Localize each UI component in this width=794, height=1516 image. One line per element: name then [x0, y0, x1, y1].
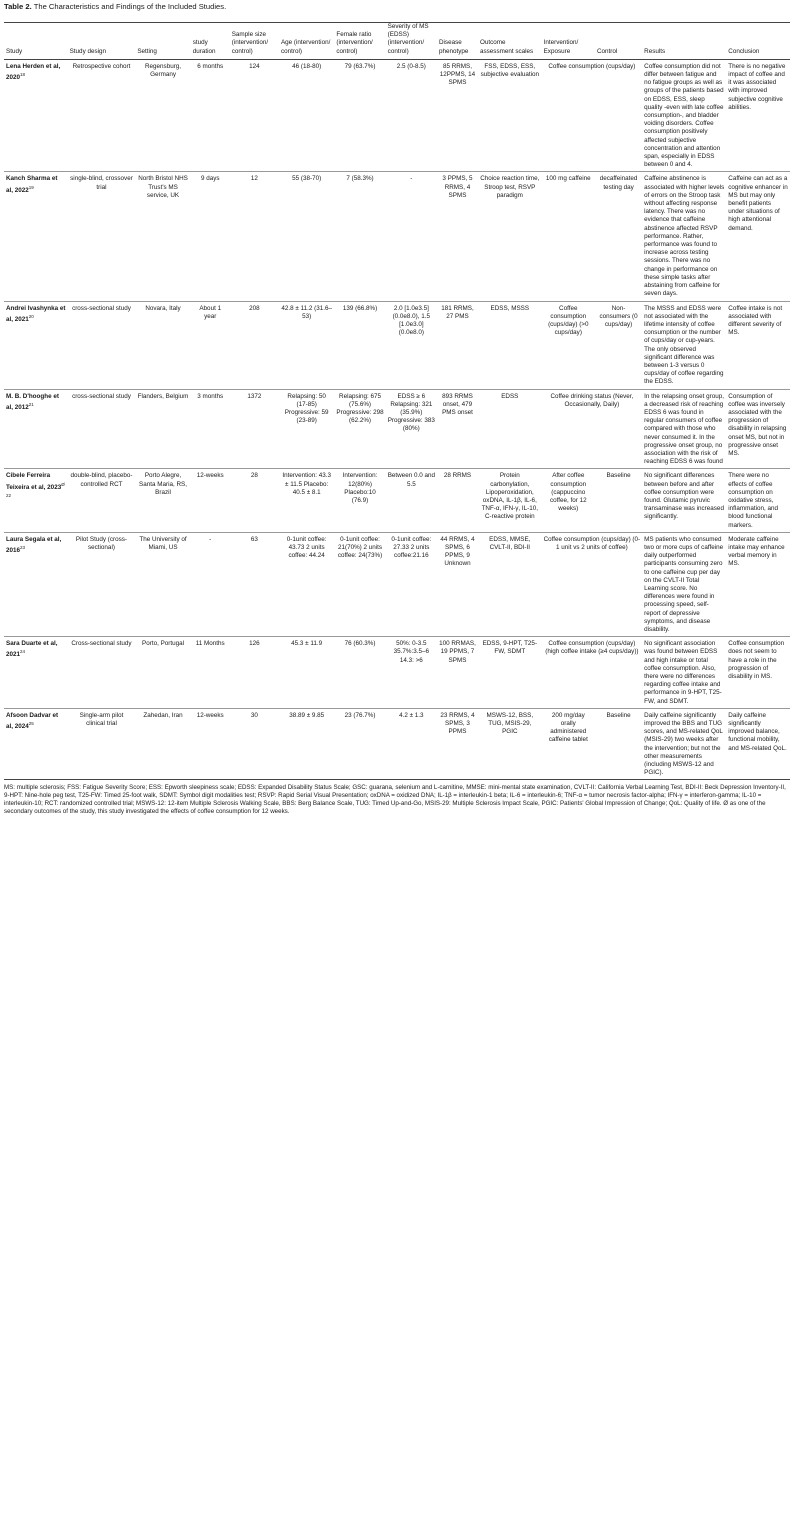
outcome-scales-cell: EDSS, 9-HPT, T25-FW, SDMT [478, 637, 542, 709]
column-header: Disease phenotype [437, 23, 478, 60]
duration-cell: 6 months [191, 59, 230, 172]
column-header: Age (intervention/ control) [279, 23, 334, 60]
reference-number: 20 [28, 313, 34, 319]
design-cell: single-blind, crossover trial [68, 172, 136, 301]
study-name: Cibele Ferreira Teixeira et al, 2023 [6, 472, 62, 491]
phenotype-cell: 85 RRMS, 12PPMS, 14 SPMS [437, 59, 478, 172]
female-ratio-cell: 76 (60.3%) [334, 637, 385, 709]
phenotype-cell: 100 RRMAS, 19 PPMS, 7 SPMS [437, 637, 478, 709]
control-cell: Baseline [595, 708, 642, 780]
outcome-scales-cell: MSWS-12, BSS, TUG, MSIS-29, PGIC [478, 708, 542, 780]
table-row [4, 172, 790, 301]
phenotype-cell: 23 RRMS, 4 SPMS, 3 PPMS [437, 708, 478, 780]
column-header: Female ratio (intervention/ control) [334, 23, 385, 60]
sample-size-cell: 1372 [230, 389, 279, 469]
intervention-cell: 200 mg/day orally administered caffeine tablet [542, 708, 595, 780]
table-row [4, 469, 790, 532]
results-cell: MS patients who consumed two or more cups of caffeine daily outperformed participants consuming zero to one caffeine cup per day on the CVLT-II Total Learning score. No differences were found in processing speed, self-report of depressive symptoms, and disease disability. [642, 532, 726, 636]
conclusion-cell: Caffeine can act as a cognitive enhancer in MS but may only benefit patients under situations of high attentional demand. [726, 172, 790, 301]
female-ratio-cell: Relapsing: 675 (75.6%) Progressive: 298 (62.2%) [334, 389, 385, 469]
column-header: Setting [135, 23, 190, 60]
female-ratio-cell: Intervention: 12(80%) Placebo:10 (76.9) [334, 469, 385, 532]
design-cell: Cross-sectional study [68, 637, 136, 709]
study-cell [4, 172, 68, 301]
table-body [4, 59, 790, 780]
column-header: study duration [191, 23, 230, 60]
age-cell: 42.8 ± 11.2 (31.6–53) [279, 301, 334, 389]
table-row [4, 59, 790, 172]
table-footnote: MS: multiple sclerosis; FSS: Fatigue Severity Score; ESS: Epworth sleepiness scale; EDSS: Expanded Disability Status Scale; GSC: guarana, selenium and L-carnitine, MMSE: mini-mental state examination, CVLT-II: California Verbal Learning Test, BDI-II: Beck Depression Inventory-II, 9-HPT: Nine-hole peg test, T25-FW: Timed 25-foot walk, SDMT: Symbol digit modalities test; RSVP: Rapid Serial Visual Presentation; oxDNA = oxidized DNA; IL-1β = interleukin-1 beta; IL-6 = interleukin-6; TNF-α = tumor necrosis factor-alpha; IFN-γ = interferon-gamma; IL-10 = interleukin-10; RCT: randomized controlled trial; MSWS-12: 12-item Multiple Sclerosis Walking Scale, BBS: Berg Balance Scale, TUG: Timed Up-and-Go, MSIS-29: Multiple Sclerosis Impact Scale, PGIC: Patients' Global Impression of Change; QoL: Quality of life. Ø as one of the secondary outcomes of the study, this study investigated the effects of coffee consumption for 12 weeks. [4, 784, 786, 816]
reference-number: 23 [20, 544, 26, 550]
reference-number: Ø 22 [6, 481, 65, 498]
age-cell: 55 (38-70) [279, 172, 334, 301]
table-label: Table 2. [4, 2, 32, 11]
sample-size-cell: 12 [230, 172, 279, 301]
setting-cell: Porto Alegre, Santa Maria, RS, Brazil [135, 469, 190, 532]
age-cell: 0-1unit coffee: 43.73 2 units coffee: 44.24 [279, 532, 334, 636]
setting-cell: The University of Miami, US [135, 532, 190, 636]
phenotype-cell: 44 RRMS, 4 SPMS, 6 PPMS, 9 Unknown [437, 532, 478, 636]
phenotype-cell: 3 PPMS, 5 RRMS, 4 SPMS [437, 172, 478, 301]
reference-number: 21 [28, 401, 34, 407]
table-row [4, 708, 790, 780]
age-cell: Relapsing: 50 (17-85) Progressive: 59 (23-89) [279, 389, 334, 469]
female-ratio-cell: 139 (66.8%) [334, 301, 385, 389]
column-header: Conclusion [726, 23, 790, 60]
outcome-scales-cell: EDSS, MSSS [478, 301, 542, 389]
duration-cell: 11 Months [191, 637, 230, 709]
female-ratio-cell: 23 (76.7%) [334, 708, 385, 780]
study-name: Andrei Ivashynka et al, 2021 [6, 304, 66, 323]
reference-number: 24 [20, 649, 26, 655]
sample-size-cell: 30 [230, 708, 279, 780]
age-cell: 38.89 ± 9.85 [279, 708, 334, 780]
severity-cell: 4.2 ± 1.3 [386, 708, 437, 780]
table-row [4, 637, 790, 709]
table-title: The Characteristics and Findings of the Included Studies. [33, 2, 227, 11]
conclusion-cell: Consumption of coffee was inversely associated with the progression of disability in relapsing onset MS, but not in progressive onset MS. [726, 389, 790, 469]
sample-size-cell: 126 [230, 637, 279, 709]
setting-cell: Zahedan, Iran [135, 708, 190, 780]
study-cell [4, 708, 68, 780]
conclusion-cell: Moderate caffeine intake may enhance verbal memory in MS. [726, 532, 790, 636]
reference-number: 25 [28, 721, 34, 727]
setting-cell: Novara, Italy [135, 301, 190, 389]
design-cell: Pilot Study (cross-sectional) [68, 532, 136, 636]
reference-number: 19 [28, 184, 34, 190]
setting-cell: North Bristol NHS Trust's MS service, UK [135, 172, 190, 301]
control-cell: decaffeinated testing day [595, 172, 642, 301]
column-header: Severity of MS (EDSS) (intervention/ control) [386, 23, 437, 60]
page [4, 2, 790, 816]
study-cell [4, 469, 68, 532]
column-header: Sample size (intervention/ control) [230, 23, 279, 60]
study-cell [4, 301, 68, 389]
column-header: Intervention/ Exposure [542, 23, 595, 60]
study-name: M. B. D'hooghe et al, 2012 [6, 392, 59, 411]
outcome-scales-cell: EDSS, MMSE, CVLT-II, BDI-II [478, 532, 542, 636]
female-ratio-cell: 79 (63.7%) [334, 59, 385, 172]
severity-cell: Between 0.0 and 5.5 [386, 469, 437, 532]
header-row [4, 23, 790, 60]
characteristics-table [4, 22, 790, 780]
design-cell: double-blind, placebo-controlled RCT [68, 469, 136, 532]
severity-cell: EDSS ≥ 6 Relapsing: 321 (35.9%) Progressive: 383 (80%) [386, 389, 437, 469]
intervention-cell: After coffee consumption (cappuccino coffee, for 12 weeks) [542, 469, 595, 532]
study-cell [4, 59, 68, 172]
column-header: Results [642, 23, 726, 60]
setting-cell: Flanders, Belgium [135, 389, 190, 469]
outcome-scales-cell: Protein carbonylation, Lipoperoxidation, oxDNA, IL-1β, IL-6, TNF-α, IFN-γ, IL-10, C-reactive protein [478, 469, 542, 532]
design-cell: cross-sectional study [68, 389, 136, 469]
sample-size-cell: 208 [230, 301, 279, 389]
conclusion-cell: Daily caffeine significantly improved balance, functional mobility, and MS-related QoL. [726, 708, 790, 780]
sample-size-cell: 124 [230, 59, 279, 172]
results-cell: No significant association was found between EDSS and high intake or total coffee consumption. Also, there were no differences regarding coffee intake and performance in 9-HPT, T25-FW, and SDMT. [642, 637, 726, 709]
intervention-cell: Coffee consumption (cups/day) (0-1 unit vs 2 units of coffee) [542, 532, 643, 636]
intervention-cell: 100 mg caffeine [542, 172, 595, 301]
outcome-scales-cell: Choice reaction time, Stroop test, RSVP paradigm [478, 172, 542, 301]
age-cell: Intervention: 43.3 ± 11.5 Placebo: 40.5 ± 8.1 [279, 469, 334, 532]
study-name: Afsoon Dadvar et al, 2024 [6, 711, 59, 731]
column-header: Control [595, 23, 642, 60]
severity-cell: - [386, 172, 437, 301]
severity-cell: 0-1unit coffee: 27.33 2 units coffee:21.16 [386, 532, 437, 636]
sample-size-cell: 28 [230, 469, 279, 532]
table-row [4, 301, 790, 389]
table-caption [4, 2, 790, 12]
design-cell: Single-arm pilot clinical trial [68, 708, 136, 780]
sample-size-cell: 63 [230, 532, 279, 636]
study-name: Laura Segala et al, 2016 [6, 535, 62, 555]
duration-cell: 12-weeks [191, 469, 230, 532]
results-cell: No significant differences between before and after coffee consumption were found. Glutamic pyruvic transaminase was increased significantly. [642, 469, 726, 532]
duration-cell: 12-weeks [191, 708, 230, 780]
results-cell: In the relapsing onset group, a decreased risk of reaching EDSS 6 was found in regular consumers of coffee compared with those who never consumed it. In the progressive onset group, no association with the risk of reaching EDSS 6 was found [642, 389, 726, 469]
design-cell: Retrospective cohort [68, 59, 136, 172]
column-header: Study [4, 23, 68, 60]
phenotype-cell: 28 RRMS [437, 469, 478, 532]
study-cell [4, 389, 68, 469]
female-ratio-cell: 7 (58.3%) [334, 172, 385, 301]
phenotype-cell: 893 RRMS onset, 479 PMS onset [437, 389, 478, 469]
column-header: Study design [68, 23, 136, 60]
intervention-cell: Coffee consumption (cups/day) (high coffee intake (≥4 cups/day)) [542, 637, 643, 709]
control-cell: Baseline [595, 469, 642, 532]
duration-cell: 9 days [191, 172, 230, 301]
results-cell: The MSSS and EDSS were not associated with the lifetime intensity of coffee consumption or the number of cups/day or cup-years. The only observed significant difference was between 1-3 versus 0 cups/day of coffee regarding the EDSS. [642, 301, 726, 389]
duration-cell: - [191, 532, 230, 636]
setting-cell: Regensburg, Germany [135, 59, 190, 172]
age-cell: 46 (18-80) [279, 59, 334, 172]
outcome-scales-cell: FSS, EDSS, ESS, subjective evaluation [478, 59, 542, 172]
results-cell: Coffee consumption did not differ between fatigue and no fatigue groups as well as groups of the patients based on EDSS, ESS, sleep quality -even with late coffee consumption-, and bladder voiding disorders. Coffee consumption positively affected subjective concentration and attention span, especially in EDSS between 0 and 4. [642, 59, 726, 172]
results-cell: Caffeine abstinence is associated with higher levels of errors on the Stroop task without affecting response latency. There was no evidence that caffeine abstinence affected RSVP performance. Rather, performance was found to increase across testing sessions. There was no change in performance on these simple tasks after abstaining from caffeine for seven days. [642, 172, 726, 301]
study-name: Kanch Sharma et al, 2022 [6, 175, 58, 194]
study-cell [4, 532, 68, 636]
outcome-scales-cell: EDSS [478, 389, 542, 469]
study-name: Lena Herden et al, 2020 [6, 62, 61, 82]
phenotype-cell: 181 RRMS, 27 PMS [437, 301, 478, 389]
intervention-cell: Coffee drinking status (Never, Occasionally, Daily) [542, 389, 643, 469]
female-ratio-cell: 0-1unit coffee: 21(70%) 2 units coffee: 24(73%) [334, 532, 385, 636]
table-row [4, 532, 790, 636]
setting-cell: Porto, Portugal [135, 637, 190, 709]
severity-cell: 2.0 [1.0e3.5] (0.0e8.0), 1.5 [1.0e3.0] (0.0e8.0) [386, 301, 437, 389]
study-name: Sara Duarte et al, 2021 [6, 640, 58, 659]
study-cell [4, 637, 68, 709]
control-cell: Non-consumers (0 cups/day) [595, 301, 642, 389]
column-header: Outcome assessment scales [478, 23, 542, 60]
conclusion-cell: Coffee consumption does not seem to have a role in the progression of disability in MS. [726, 637, 790, 709]
duration-cell: 3 months [191, 389, 230, 469]
severity-cell: 50%: 0-3.5 35.7%:3.5–6 14.3: >6 [386, 637, 437, 709]
conclusion-cell: Coffee intake is not associated with different severity of MS. [726, 301, 790, 389]
results-cell: Daily caffeine significantly improved the BBS and TUG scores, and MS-related QoL (MSIS-29) two weeks after the intervention; but not the other measurements (including MSWS-12 and PGIC). [642, 708, 726, 780]
intervention-cell: Coffee consumption (cups/day) [542, 59, 643, 172]
duration-cell: About 1 year [191, 301, 230, 389]
table-row [4, 389, 790, 469]
conclusion-cell: There is no negative impact of coffee and it was associated with improved subjective cognitive abilities. [726, 59, 790, 172]
severity-cell: 2.5 (0-8.5) [386, 59, 437, 172]
design-cell: cross-sectional study [68, 301, 136, 389]
age-cell: 45.3 ± 11.9 [279, 637, 334, 709]
conclusion-cell: There were no effects of coffee consumption on oxidative stress, inflammation, and blood functional markers. [726, 469, 790, 532]
intervention-cell: Coffee consumption (cups/day) (>0 cups/day) [542, 301, 595, 389]
reference-number: 18 [20, 72, 26, 78]
